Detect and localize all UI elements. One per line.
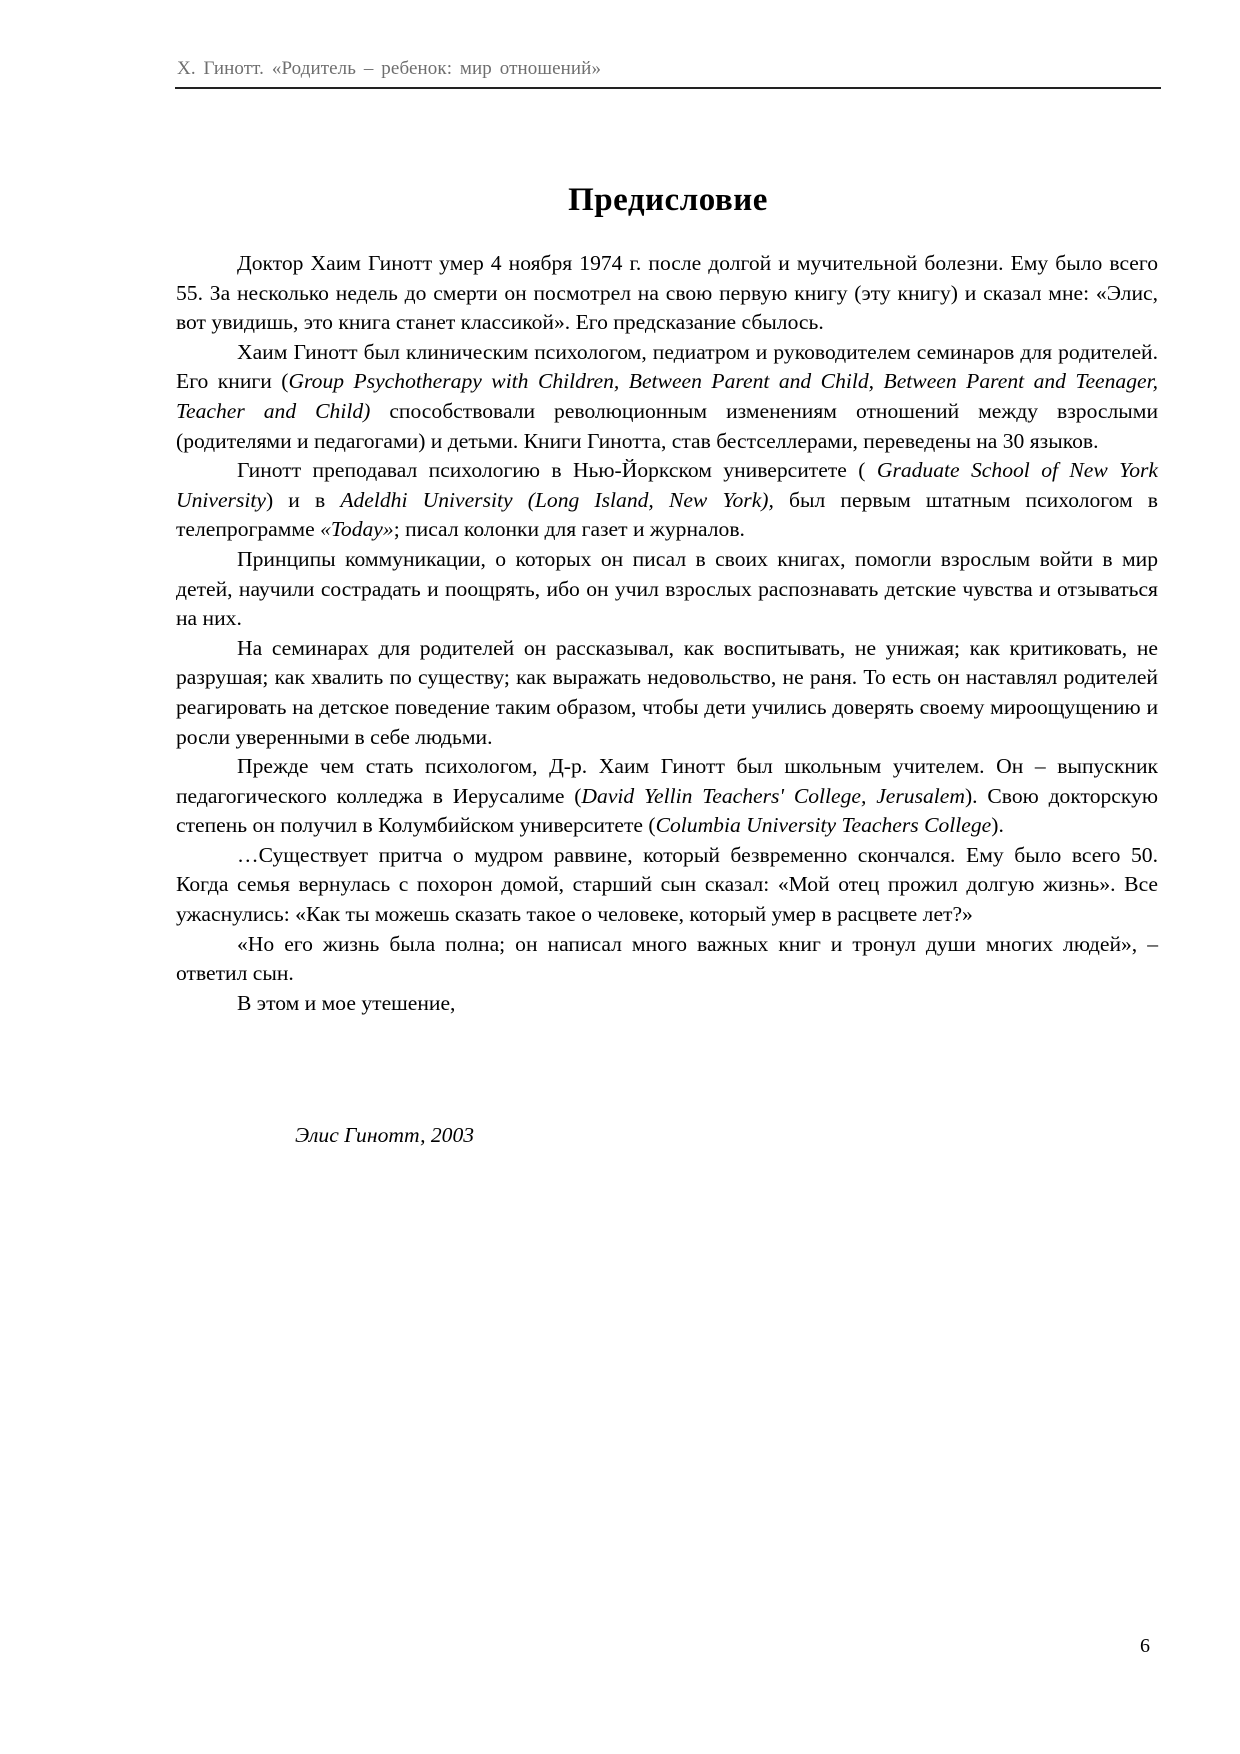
running-header: Х. Гинотт. «Родитель – ребенок: мир отношений» — [177, 58, 602, 79]
header-divider — [175, 87, 1161, 89]
chapter-title: Предисловие — [568, 182, 768, 218]
text-segment: ). — [991, 813, 1004, 838]
institution-name: Graduate School of New York University — [176, 458, 1158, 512]
paragraph — [176, 634, 1158, 752]
paragraph — [176, 338, 1158, 456]
text-segment: Доктор Хаим Гинотт умер 4 ноября 1974 г. после долгой и мучительной болезни. Ему было всего 55. За несколько недель до смерти он посмотрел на свою первую книгу (эту книгу) и сказал мне: «Элис, вот увидишь, это книга станет классикой». Его предсказание сбылось. — [176, 251, 1158, 335]
paragraph — [176, 989, 1158, 1019]
text-segment: «Но его жизнь была полна; он написал много важных книг и тронул души многих людей», – ответил сын. — [176, 931, 1158, 986]
paragraph — [176, 456, 1158, 545]
text-segment: В этом и мое утешение, — [237, 990, 456, 1015]
paragraph — [176, 930, 1158, 989]
text-segment: ; писал колонки для газет и журналов. — [393, 517, 745, 542]
institution-name: Columbia University Teachers College — [655, 813, 992, 838]
text-segment: был первым штатным психологом в телепрограмме — [176, 487, 1158, 542]
institution-name: David Yellin Teachers' College, Jerusalem — [581, 783, 965, 808]
text-segment: Принципы коммуникации, о которых он писал в своих книгах, помогли взрослым войти в мир детей, научили сострадать и поощрять, ибо он учил взрослых распознавать детские чувства и отзываться на них. — [176, 546, 1158, 631]
text-segment: ) и в — [265, 487, 341, 512]
paragraph — [176, 249, 1158, 338]
text-segment: способствовали революционным изменениям отношений между взрослыми (родителями и педагогами) и детьми. Книги Гинотта, став бестселлерами, переведены на 30 языков. — [176, 398, 1159, 453]
text-segment: Гинотт преподавал психологию в Нью-Йоркском университете ( — [237, 458, 877, 483]
tv-program-name: «Today» — [320, 517, 394, 542]
book-titles: Group Psychotherapy with Children, Between Parent and Child, Between Parent and Teenager, Teacher and Child) — [176, 369, 1159, 423]
text-segment: На семинарах для родителей он рассказывал, как воспитывать, не унижая; как критиковать, не разрушая; как хвалить по существу; как выражать недовольство, не раня. То есть он наставлял родителей реагировать на детское поведение таким образом, чтобы дети учились доверять своему мироощущению и росли уверенными в себе людьми. — [176, 635, 1158, 749]
text-segment: …Существует притча о мудром раввине, который безвременно скончался. Ему было всего 50. Когда семья вернулась с похорон домой, старший сын сказал: «Мой отец прожил долгую жизнь». Все ужаснулись: «Как ты можешь сказать такое о человеке, который умер в расцвете лет?» — [176, 842, 1158, 927]
signature: Элис Гинотт, 2003 — [295, 1123, 475, 1147]
text-segment: Хаим Гинотт был клиническим психологом, педиатром и руководителем семинаров для родителей. Его книги ( — [176, 339, 1158, 394]
page-number: 6 — [1140, 1635, 1150, 1657]
institution-name: Adeldhi University (Long Island, New York), — [340, 487, 774, 512]
paragraph — [176, 545, 1158, 634]
preface-body — [176, 249, 1158, 1018]
paragraph — [176, 752, 1158, 841]
paragraph — [176, 841, 1158, 930]
text-segment: ). Свою докторскую степень он получил в Колумбийском университете ( — [176, 783, 1159, 838]
text-segment: Прежде чем стать психологом, Д-р. Хаим Гинотт был школьным учителем. Он – выпускник педагогического колледжа в Иерусалиме ( — [176, 754, 1158, 808]
